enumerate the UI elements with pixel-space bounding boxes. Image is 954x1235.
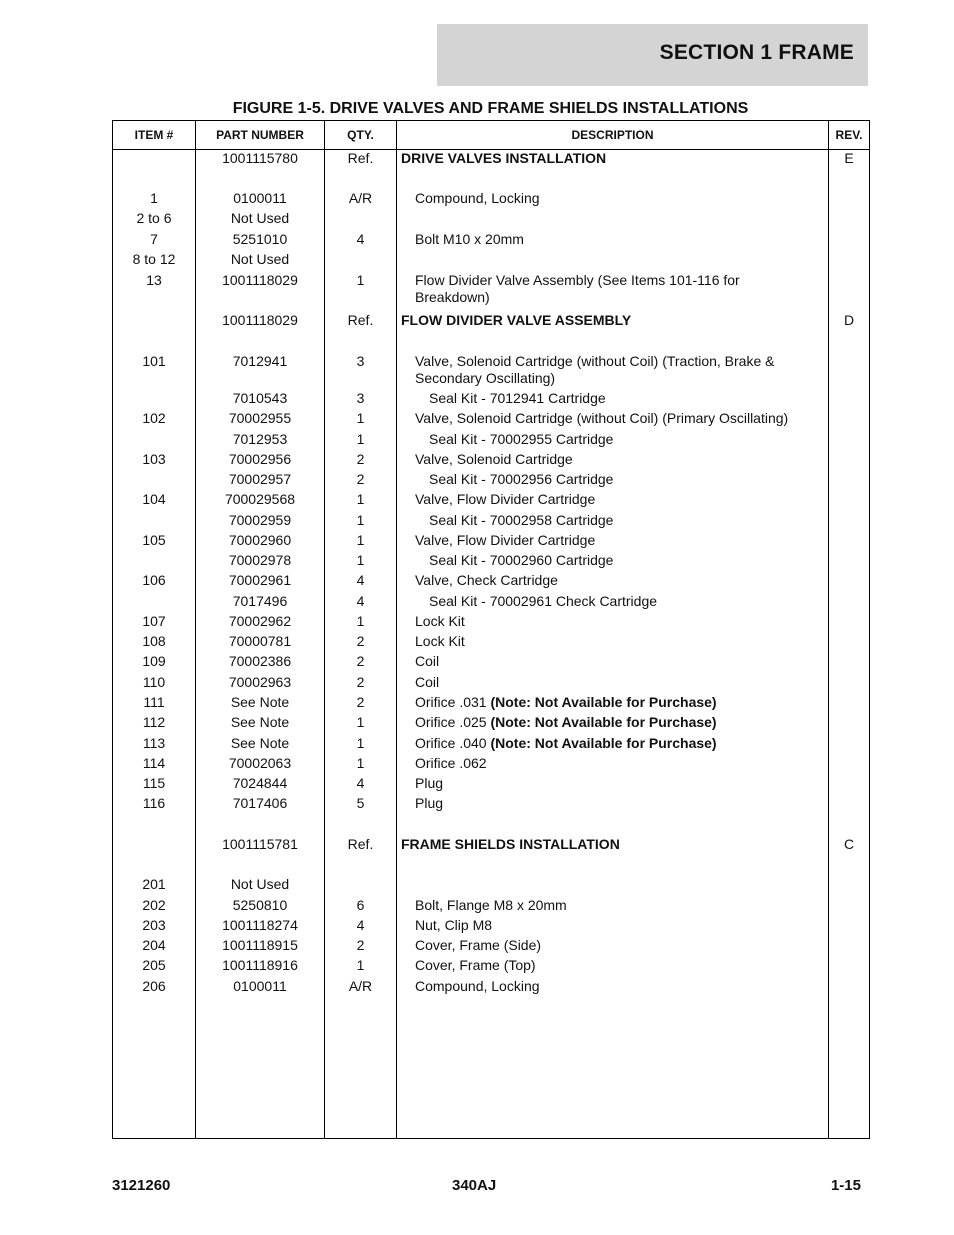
cell-qty: 1: [356, 431, 365, 447]
header-description: DESCRIPTION: [571, 128, 654, 142]
cell-item: 116: [142, 795, 166, 811]
cell-description: [415, 978, 817, 995]
cell-description: [415, 775, 817, 792]
cell-description: [415, 674, 817, 691]
cell-description: [415, 653, 817, 670]
description-text: Lock Kit: [415, 633, 465, 649]
footer-model: 340AJ: [452, 1177, 497, 1194]
cell-item: 112: [142, 714, 166, 730]
cell-item: 104: [142, 491, 166, 507]
header-part-number: PART NUMBER: [216, 128, 304, 142]
cell-rev: E: [844, 150, 854, 166]
cell-description: [429, 431, 817, 448]
cell-description: [415, 937, 817, 954]
description-note: (Note: Not Available for Purchase): [490, 735, 717, 751]
cell-qty: 4: [356, 775, 365, 791]
description-text: Seal Kit - 70002955 Cartridge: [429, 431, 614, 447]
cell-part: See Note: [230, 735, 290, 751]
description-text: Seal Kit - 7012941 Cartridge: [429, 390, 606, 406]
cell-qty: 3: [356, 390, 365, 406]
cell-item: 204: [142, 937, 166, 953]
cell-description: [415, 272, 817, 306]
cell-qty: A/R: [348, 978, 373, 994]
cell-qty: 2: [356, 674, 365, 690]
cell-item: 107: [142, 613, 166, 629]
cell-qty: 2: [356, 633, 365, 649]
cell-qty: 1: [356, 735, 365, 751]
cell-description: [415, 694, 817, 711]
cell-item: 109: [142, 653, 166, 669]
cell-part: 5250810: [232, 897, 288, 913]
cell-part: Not Used: [230, 210, 290, 226]
cell-part: 1001115780: [222, 150, 298, 166]
description-text: Valve, Solenoid Cartridge: [415, 451, 573, 467]
description-text: Valve, Solenoid Cartridge (without Coil) (Primary Oscillating): [415, 410, 789, 426]
cell-description: [429, 471, 817, 488]
description-text: Orifice .062: [415, 755, 487, 771]
description-text: Valve, Flow Divider Cartridge: [415, 491, 596, 507]
cell-part: 70000781: [228, 633, 292, 649]
cell-item: 105: [142, 532, 166, 548]
cell-part: 1001118274: [222, 917, 298, 933]
cell-part: 7017496: [232, 593, 288, 609]
cell-part: Not Used: [230, 251, 290, 267]
cell-item: 108: [142, 633, 166, 649]
cell-description: [415, 897, 817, 914]
footer-page-number: 1-15: [830, 1177, 861, 1194]
description-text: Orifice .031: [415, 694, 491, 710]
description-text: Cover, Frame (Side): [415, 937, 542, 953]
cell-qty: 2: [356, 451, 365, 467]
cell-qty: 4: [356, 572, 365, 588]
cell-part: 1001118915: [222, 937, 298, 953]
cell-description: [415, 190, 817, 207]
cell-part: 70002962: [228, 613, 292, 629]
cell-qty: 4: [356, 917, 365, 933]
cell-qty: Ref.: [347, 150, 374, 166]
cell-part: See Note: [230, 714, 290, 730]
description-text: Bolt M10 x 20mm: [415, 231, 524, 247]
cell-description: [415, 572, 817, 589]
description-text: Orifice .025: [415, 714, 491, 730]
section-banner: [437, 24, 868, 86]
cell-part: 1001118916: [222, 957, 298, 973]
cell-qty: 2: [356, 937, 365, 953]
cell-description: [415, 755, 817, 772]
cell-part: 5251010: [232, 231, 288, 247]
description-text: FLOW DIVIDER VALVE ASSEMBLY: [401, 312, 632, 328]
cell-part: 70002957: [228, 471, 292, 487]
cell-description: [415, 410, 817, 427]
cell-item: 101: [142, 353, 166, 369]
description-text: Cover, Frame (Top): [415, 957, 536, 973]
description-text: Seal Kit - 70002961 Check Cartridge: [429, 593, 658, 609]
cell-part: 70002978: [228, 552, 292, 568]
cell-item: 8 to 12: [132, 251, 176, 267]
cell-part: 0100011: [233, 190, 287, 206]
column-divider: [396, 121, 397, 1138]
cell-item: 2 to 6: [136, 210, 172, 226]
cell-part: 7012941: [232, 353, 288, 369]
cell-item: 103: [142, 451, 166, 467]
cell-qty: 4: [356, 593, 365, 609]
cell-description: [415, 353, 817, 387]
cell-part: 7010543: [232, 390, 288, 406]
cell-description: [415, 917, 817, 934]
description-text: Seal Kit - 70002960 Cartridge: [429, 552, 614, 568]
cell-qty: 1: [356, 512, 365, 528]
cell-rev: C: [843, 836, 855, 852]
description-text: Coil: [415, 653, 440, 669]
cell-description: [401, 150, 817, 167]
cell-qty: 1: [356, 272, 365, 288]
description-text: Plug: [415, 795, 444, 811]
description-text: FRAME SHIELDS INSTALLATION: [401, 836, 620, 852]
description-note: (Note: Not Available for Purchase): [490, 694, 717, 710]
cell-item: 102: [142, 410, 166, 426]
cell-qty: Ref.: [347, 836, 374, 852]
description-text: Orifice .040: [415, 735, 491, 751]
cell-item: 201: [142, 876, 166, 892]
cell-part: 70002960: [228, 532, 292, 548]
cell-item: 13: [146, 272, 162, 288]
description-text: Flow Divider Valve Assembly (See Items 101-116 for Breakdown): [415, 272, 740, 305]
cell-item: 110: [142, 674, 166, 690]
column-divider: [828, 121, 829, 1138]
cell-item: 1: [150, 190, 158, 206]
header-rev: REV.: [835, 128, 863, 142]
cell-item: 202: [142, 897, 166, 913]
cell-qty: 6: [356, 897, 365, 913]
cell-qty: 2: [356, 694, 365, 710]
cell-description: [429, 552, 817, 569]
cell-description: [415, 957, 817, 974]
description-text: Plug: [415, 775, 444, 791]
description-text: DRIVE VALVES INSTALLATION: [401, 150, 607, 166]
figure-title: FIGURE 1-5. DRIVE VALVES AND FRAME SHIELDS INSTALLATIONS: [232, 100, 749, 117]
cell-description: [415, 633, 817, 650]
description-text: Coil: [415, 674, 440, 690]
description-text: Valve, Check Cartridge: [415, 572, 558, 588]
cell-part: 70002961: [228, 572, 292, 588]
cell-item: 113: [142, 735, 166, 751]
cell-qty: 3: [356, 353, 365, 369]
cell-description: [401, 312, 817, 329]
description-note: (Note: Not Available for Purchase): [490, 714, 717, 730]
description-text: Compound, Locking: [415, 190, 540, 206]
description-text: Bolt, Flange M8 x 20mm: [415, 897, 567, 913]
footer-doc-number: 3121260: [112, 1177, 171, 1194]
cell-qty: 5: [356, 795, 365, 811]
cell-qty: Ref.: [347, 312, 374, 328]
cell-description: [415, 714, 817, 731]
cell-description: [415, 451, 817, 468]
cell-part: 1001118029: [222, 312, 298, 328]
cell-part: 70002955: [228, 410, 292, 426]
cell-description: [415, 795, 817, 812]
cell-part: 70002063: [228, 755, 292, 771]
cell-qty: 1: [356, 755, 365, 771]
cell-part: 70002959: [228, 512, 292, 528]
cell-qty: 4: [356, 231, 365, 247]
cell-item: 115: [142, 775, 166, 791]
cell-item: 203: [142, 917, 166, 933]
cell-item: 111: [143, 694, 165, 710]
description-text: Valve, Solenoid Cartridge (without Coil) (Traction, Brake & Secondary Oscillating): [415, 353, 775, 386]
cell-description: [415, 735, 817, 752]
cell-item: 114: [142, 755, 166, 771]
cell-qty: 1: [356, 491, 365, 507]
cell-part: 70002956: [228, 451, 292, 467]
cell-qty: 1: [356, 957, 365, 973]
description-text: Lock Kit: [415, 613, 465, 629]
description-text: Compound, Locking: [415, 978, 540, 994]
cell-item: 205: [142, 957, 166, 973]
description-text: Seal Kit - 70002956 Cartridge: [429, 471, 614, 487]
cell-item: 106: [142, 572, 166, 588]
header-qty: QTY.: [347, 128, 374, 142]
cell-part: 0100011: [233, 978, 287, 994]
cell-description: [429, 593, 817, 610]
cell-qty: 1: [356, 410, 365, 426]
cell-qty: 1: [356, 714, 365, 730]
cell-part: 7012953: [232, 431, 288, 447]
cell-qty: 1: [356, 552, 365, 568]
cell-description: [429, 390, 817, 407]
description-text: Seal Kit - 70002958 Cartridge: [429, 512, 614, 528]
cell-description: [415, 532, 817, 549]
cell-description: [401, 836, 817, 853]
cell-part: 70002963: [228, 674, 292, 690]
cell-qty: 2: [356, 471, 365, 487]
cell-part: 1001115781: [222, 836, 298, 852]
cell-part: 1001118029: [222, 272, 298, 288]
cell-description: [415, 491, 817, 508]
cell-item: 206: [142, 978, 166, 994]
cell-rev: D: [843, 312, 855, 328]
cell-qty: A/R: [348, 190, 373, 206]
section-title: SECTION 1 FRAME: [659, 41, 854, 64]
cell-part: 7017406: [232, 795, 288, 811]
parts-table: [112, 120, 870, 1139]
cell-qty: 1: [356, 613, 365, 629]
cell-description: [415, 613, 817, 630]
cell-part: 70002386: [228, 653, 292, 669]
cell-part: 7024844: [232, 775, 288, 791]
description-text: Valve, Flow Divider Cartridge: [415, 532, 596, 548]
cell-description: [429, 512, 817, 529]
cell-qty: 2: [356, 653, 365, 669]
cell-description: [415, 231, 817, 248]
description-text: Nut, Clip M8: [415, 917, 493, 933]
cell-qty: 1: [356, 532, 365, 548]
cell-item: 7: [150, 231, 158, 247]
cell-part: Not Used: [230, 876, 290, 892]
header-item: ITEM #: [134, 128, 174, 142]
cell-part: See Note: [230, 694, 290, 710]
cell-part: 700029568: [224, 491, 296, 507]
